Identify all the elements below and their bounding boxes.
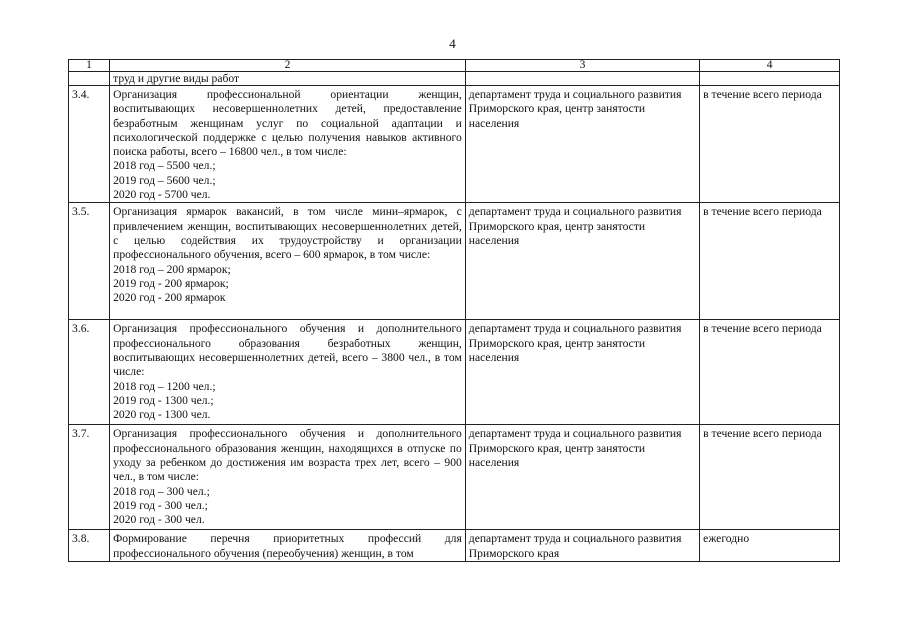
measure-text: Организация профессионального обучения и дополнительного профессионального образования безработных женщин, воспитывающих несовершеннолетних детей, всего – 3800 чел., в том числе: bbox=[113, 322, 462, 379]
plan-line: 2019 год - 200 ярмарок; bbox=[113, 276, 229, 290]
row-number: 3.6. bbox=[69, 320, 110, 425]
measure-cell bbox=[110, 530, 466, 562]
plan-line: 2020 год - 1300 чел. bbox=[113, 408, 211, 422]
column-header-4: 4 bbox=[700, 60, 840, 72]
cell-responsible bbox=[465, 72, 699, 86]
cell-num bbox=[69, 72, 110, 86]
plan-line: 2018 год – 5500 чел.; bbox=[113, 159, 216, 173]
row-number: 3.4. bbox=[69, 86, 110, 203]
plan-line: 2019 год – 5600 чел.; bbox=[113, 173, 216, 187]
table-row bbox=[69, 530, 840, 562]
table-row bbox=[69, 320, 840, 425]
responsible-text: департамент труда и социального развития Приморского края bbox=[465, 530, 699, 562]
page-number: 4 bbox=[449, 36, 456, 51]
responsible-text: департамент труда и социального развития Приморского края, центр занятости населения bbox=[465, 86, 699, 203]
period-text: в течение всего периода bbox=[700, 86, 840, 203]
column-header-1: 1 bbox=[69, 60, 110, 72]
column-header-3: 3 bbox=[465, 60, 699, 72]
responsible-text: департамент труда и социального развития Приморского края, центр занятости населения bbox=[465, 425, 699, 530]
row-number: 3.5. bbox=[69, 203, 110, 320]
row-number: 3.7. bbox=[69, 425, 110, 530]
measure-text: Организация профессиональной ориентации женщин, воспитывающих несовершеннолетних детей, предоставление безработным женщинам услуг по социальной адаптации и психологической поддержке с целью получения навыков активного поиска работы, всего – 16800 чел., в том числе: bbox=[113, 88, 462, 159]
measure-text: Организация профессионального обучения и дополнительного профессионального образования женщин, находящихся в отпуске по уходу за ребенком до достижения им возраста трех лет, всего – 900 чел., в том числе: bbox=[113, 427, 462, 484]
period-text: в течение всего периода bbox=[700, 425, 840, 530]
plan-line: 2020 год - 300 чел. bbox=[113, 513, 205, 527]
measure-text: Формирование перечня приоритетных профессий для профессионального обучения (переобучения) женщин, в том bbox=[113, 532, 462, 560]
plan-line: 2020 год - 5700 чел. bbox=[113, 188, 211, 202]
continuation-text: труд и другие виды работ bbox=[110, 72, 466, 86]
row-number: 3.8. bbox=[69, 530, 110, 562]
table-row bbox=[69, 86, 840, 203]
table-header-row bbox=[69, 60, 840, 72]
period-text: в течение всего периода bbox=[700, 320, 840, 425]
continuation-row bbox=[69, 72, 840, 86]
period-text: в течение всего периода bbox=[700, 203, 840, 320]
measures-table bbox=[68, 59, 840, 562]
column-header-2: 2 bbox=[110, 60, 466, 72]
plan-line: 2019 год - 1300 чел.; bbox=[113, 393, 214, 407]
plan-line: 2018 год – 1200 чел.; bbox=[113, 379, 216, 393]
plan-line: 2018 год – 300 чел.; bbox=[113, 484, 210, 498]
measure-cell bbox=[110, 86, 466, 203]
table-row bbox=[69, 425, 840, 530]
responsible-text: департамент труда и социального развития Приморского края, центр занятости населения bbox=[465, 320, 699, 425]
measure-cell bbox=[110, 425, 466, 530]
measure-cell bbox=[110, 203, 466, 320]
plan-line: 2018 год – 200 ярмарок; bbox=[113, 262, 231, 276]
plan-line: 2020 год - 200 ярмарок bbox=[113, 291, 226, 305]
responsible-text: департамент труда и социального развития Приморского края, центр занятости населения bbox=[465, 203, 699, 320]
measure-cell bbox=[110, 320, 466, 425]
period-text: ежегодно bbox=[700, 530, 840, 562]
measure-text: Организация ярмарок вакансий, в том числе мини–ярмарок, с привлечением женщин, воспитывающих несовершеннолетних детей, с целью содействия их трудоустройству и организации профессионального обучения, всего – 600 ярмарок, в том числе: bbox=[113, 205, 462, 262]
plan-line: 2019 год - 300 чел.; bbox=[113, 498, 208, 512]
cell-period bbox=[700, 72, 840, 86]
table-row bbox=[69, 203, 840, 320]
